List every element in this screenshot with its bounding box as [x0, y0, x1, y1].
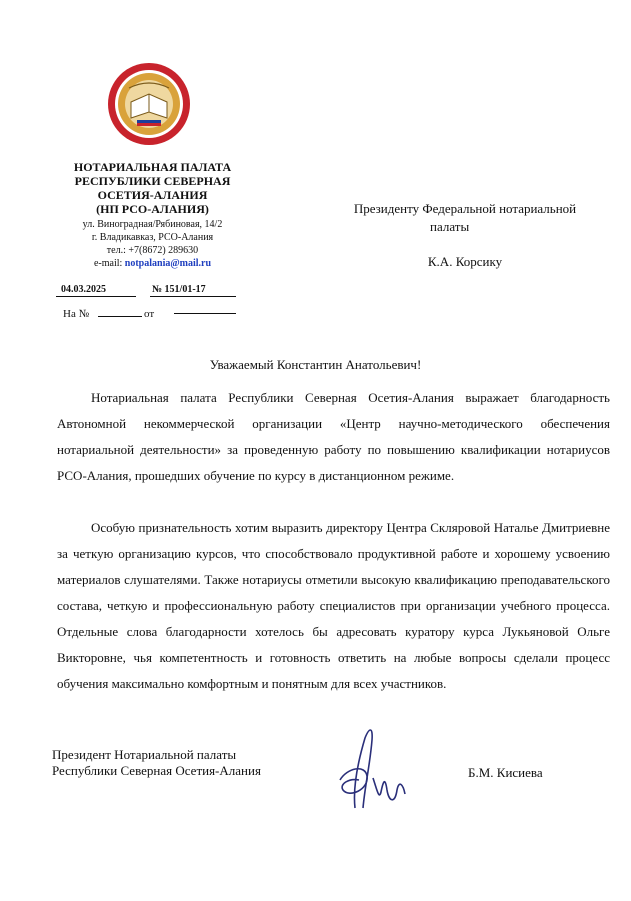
signatory-name: Б.М. Кисиева: [468, 765, 543, 780]
phone-number: тел.: +7(8672) 289630: [106, 245, 199, 256]
recipient-name: К.А. Корсику: [427, 254, 503, 269]
signatory-title-line: Республики Северная Осетия-Алания: [52, 763, 261, 778]
body-paragraph: Особую признательность хотим выразить директору Центра Скляровой Наталье Дмитриевне за четкую организацию курсов, что способствовало продуктивной работе и хорошему усвоению материалов слушателями. Также нотариусы отметили высокую квалификацию преподавательского состава, четкую и профессиональную работу специалистов при организации учебного процесса. Отдельные слова благодарности хотелось бы адресовать куратору курса Лукьяновой Ольге Викторовне, чья компетентность и готовность ответить на любые вопросы сделали процесс обучения максимально комфортным и понятным для всех участников.: [57, 520, 610, 691]
reply-number-underline: [98, 316, 142, 317]
signatory-title-line: Президент Нотариальной палаты: [52, 747, 237, 762]
body-paragraph: Нотариальная палата Республики Северная Осетия-Алания выражает благодарность Автономной некоммерческой организации «Центр научно-методического обеспечения нотариальной деятельности» за проведенную работу по повышению квалификации нотариусов РСО-Алания, прошедших обучение по курсу в дистанционном режиме.: [57, 390, 610, 483]
reply-from-label: от: [144, 308, 155, 320]
number-underline: [150, 296, 236, 297]
date-underline: [56, 296, 136, 297]
address-street: ул. Виноградная/Рябиновая, 14/2: [82, 219, 223, 230]
reply-to-label: На №: [63, 308, 90, 320]
notarial-chamber-emblem: [107, 62, 191, 146]
recipient-title-line: Президенту Федеральной нотариальной: [353, 201, 577, 216]
handwritten-signature: [325, 720, 425, 820]
address-city: г. Владикавказ, РСО-Алания: [91, 232, 214, 243]
outgoing-date: 04.03.2025: [61, 284, 106, 295]
salutation: Уважаемый Константин Анатольевич!: [209, 357, 422, 372]
email-link[interactable]: notpalania@mail.ru: [124, 258, 212, 269]
email-label: e-mail:: [93, 258, 125, 269]
org-name-line: НОТАРИАЛЬНАЯ ПАЛАТА: [73, 160, 232, 174]
outgoing-number: № 151/01-17: [152, 284, 206, 295]
email-line: [40, 258, 265, 270]
reply-date-underline: [174, 313, 236, 314]
org-name-line: РЕСПУБЛИКИ СЕВЕРНАЯ: [74, 174, 231, 188]
org-name-line: ОСЕТИЯ-АЛАНИЯ: [97, 188, 208, 202]
recipient-title-line: палаты: [430, 219, 470, 234]
org-abbreviation: (НП РСО-АЛАНИЯ): [96, 202, 209, 216]
